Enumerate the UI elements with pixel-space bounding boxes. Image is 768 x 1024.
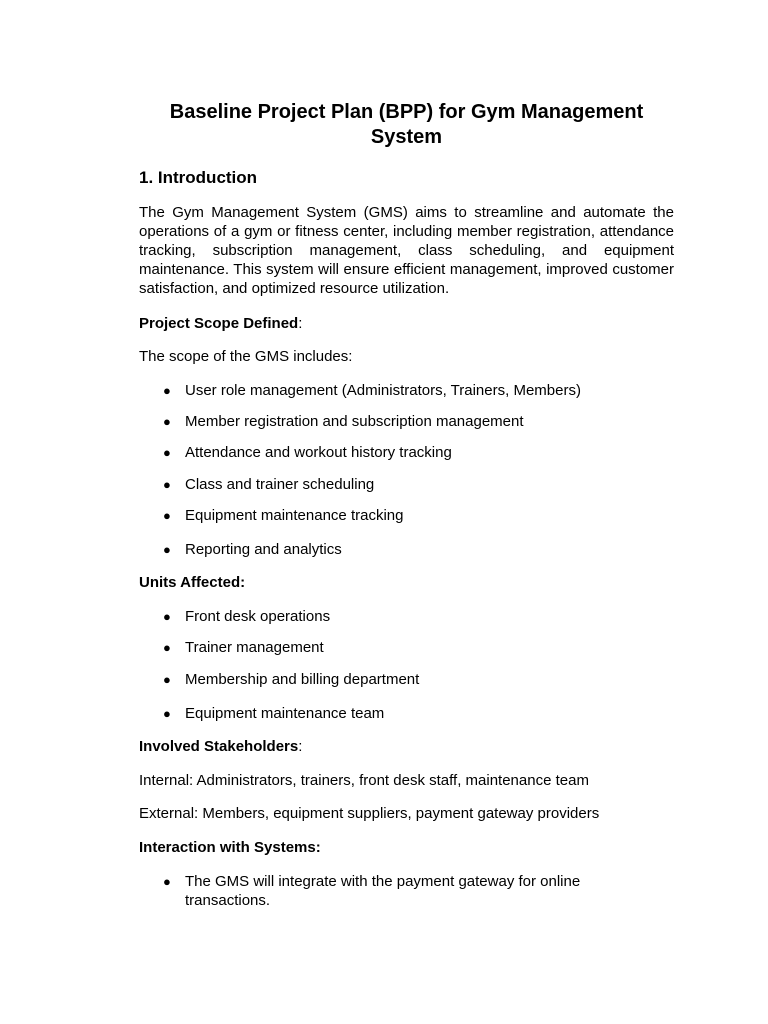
bullet-icon: ● <box>163 477 171 492</box>
scope-lead-text: The scope of the GMS includes: <box>139 348 353 365</box>
bullet-icon: ● <box>163 414 171 429</box>
stakeholders-label <box>139 737 674 756</box>
bullet-icon: ● <box>163 383 171 398</box>
bullet-icon: ● <box>163 672 171 687</box>
document-title: Baseline Project Plan (BPP) for Gym Management System <box>169 101 644 148</box>
bullet-icon: ● <box>163 542 171 557</box>
stakeholders-label-colon: : <box>298 738 303 755</box>
project-scope-label-colon: : <box>298 315 303 332</box>
bullet-icon: ● <box>163 640 171 655</box>
bullet-icon: ● <box>163 874 171 889</box>
project-scope-label <box>139 314 674 333</box>
bullet-icon: ● <box>163 706 171 721</box>
bullet-icon: ● <box>163 508 171 523</box>
units-affected-label: Units Affected: <box>139 574 246 591</box>
project-scope-label-text: Project Scope Defined <box>139 315 299 332</box>
section-heading-introduction: 1. Introduction <box>139 168 258 187</box>
bullet-icon: ● <box>163 609 171 624</box>
stakeholders-external: External: Members, equipment suppliers, payment gateway providers <box>139 805 600 822</box>
stakeholders-label-text: Involved Stakeholders <box>139 738 299 755</box>
interaction-label: Interaction with Systems: <box>139 839 321 856</box>
stakeholders-internal: Internal: Administrators, trainers, front desk staff, maintenance team <box>139 772 589 789</box>
introduction-paragraph: The Gym Management System (GMS) aims to streamline and automate the operations of a gym or fitness center, including member registration, attendance tracking, subscription management, class scheduling, and equipment maintenance. This system will ensure efficient management, improved customer satisfaction, and optimized resource utilization. <box>139 204 674 297</box>
bullet-icon: ● <box>163 445 171 460</box>
